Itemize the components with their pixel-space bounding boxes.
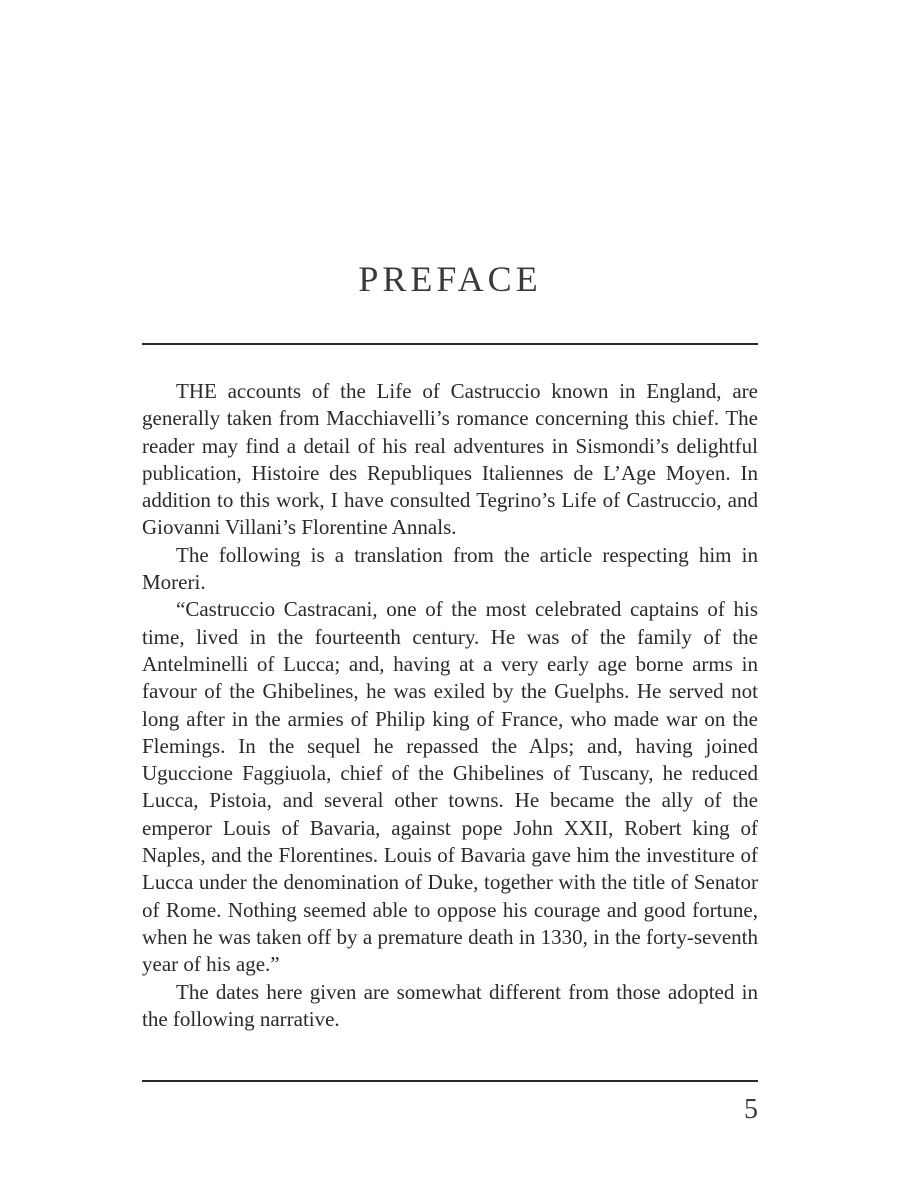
page-title: PREFACE xyxy=(358,259,542,299)
preface-body xyxy=(142,378,758,1033)
top-rule xyxy=(142,343,758,345)
quoted-paragraph: “Castruccio Castracani, one of the most celebrated captains of his time, lived in the fourteenth century. He was of the family of the Antelminelli of Lucca; and, having at a very early age borne arms in favour of the Ghibelines, he was exiled by the Guelphs. He served not long after in the armies of Philip king of France, who made war on the Flemings. In the sequel he repassed the Alps; and, having joined Uguccione Faggiuola, chief of the Ghibelines of Tuscany, he reduced Lucca, Pistoia, and several other towns. He became the ally of the emperor Louis of Bavaria, against pope John XXII, Robert king of Naples, and the Florentines. Louis of Bavaria gave him the investiture of Lucca under the denomination of Duke, together with the title of Senator of Rome. Nothing seemed able to oppose his courage and good fortune, when he was taken off by a premature death in 1330, in the forty-seventh year of his age.” xyxy=(142,597,758,977)
page-number: 5 xyxy=(744,1094,758,1125)
paragraph: The following is a translation from the article respecting him in Moreri. xyxy=(142,542,758,595)
paragraph: THE accounts of the Life of Castruccio known in England, are generally taken from Macchiavelli’s romance concerning this chief. The reader may find a detail of his real adventures in Sismondi’s delightful publication, Histoire des Republiques Italiennes de L’Age Moyen. In addition to this work, I have consulted Tegrino’s Life of Castruccio, and Giovanni Villani’s Florentine Annals. xyxy=(142,379,758,540)
bottom-rule xyxy=(142,1080,758,1082)
paragraph: The dates here given are somewhat different from those adopted in the following narrative. xyxy=(142,979,758,1031)
